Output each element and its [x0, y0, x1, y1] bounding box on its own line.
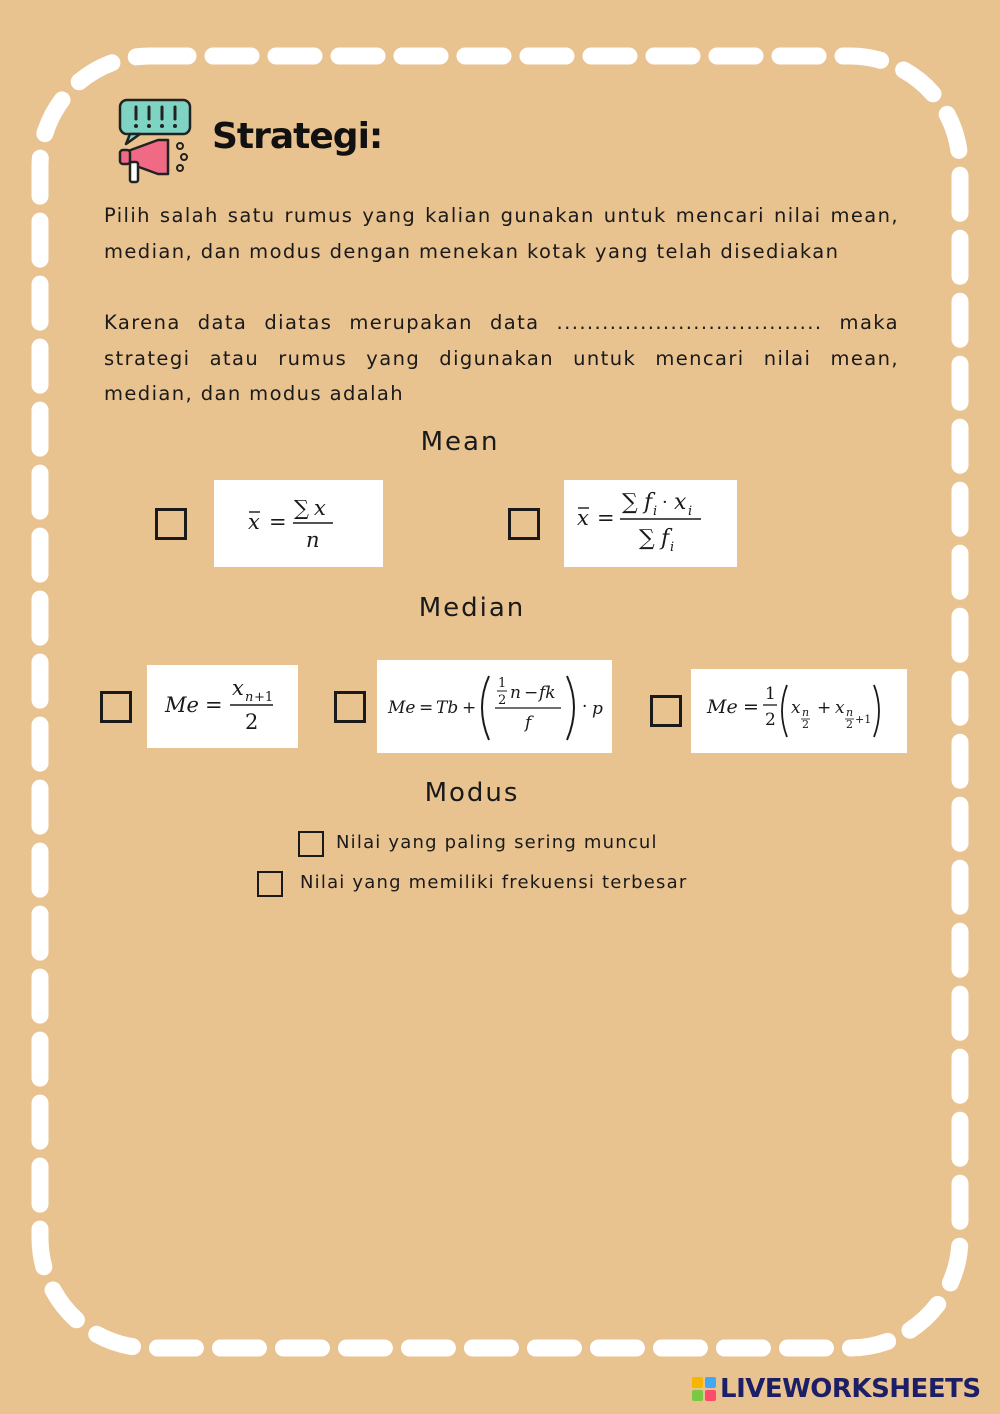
mean-option-2-checkbox[interactable]: [508, 508, 540, 540]
svg-text:Me: Me: [388, 698, 416, 718]
instruction-paragraph: Pilih salah satu rumus yang kalian gunakan untuk mencari nilai mean, median, dan modus dengan menekan kotak yang telah disediakan: [104, 204, 899, 263]
svg-text:Tb: Tb: [436, 698, 459, 718]
svg-text:−: −: [524, 683, 539, 703]
median-option-2-checkbox[interactable]: [334, 691, 366, 723]
svg-text:n: n: [306, 528, 320, 552]
svg-text:=: =: [743, 696, 759, 718]
mean-formula-weighted: [564, 480, 737, 567]
svg-text:n: n: [510, 683, 521, 703]
svg-text:=: =: [597, 506, 615, 530]
svg-text:+: +: [462, 698, 477, 718]
svg-text:+1: +1: [254, 690, 274, 705]
svg-text:∑: ∑: [622, 490, 638, 515]
median-formula-single: [147, 665, 298, 748]
svg-text:2: 2: [498, 693, 507, 708]
svg-text:x: x: [791, 698, 801, 718]
mean-heading: Mean: [420, 427, 500, 457]
svg-text:f: f: [644, 490, 653, 515]
svg-text:=: =: [419, 698, 434, 718]
svg-text:fk: fk: [539, 683, 556, 703]
svg-text:n: n: [245, 690, 254, 705]
svg-text:f: f: [525, 713, 532, 733]
svg-text:x: x: [314, 496, 326, 520]
brand-text: LIVEWORKSHEETS: [720, 1374, 981, 1404]
median-option-3-checkbox[interactable]: [650, 695, 682, 727]
svg-text:2: 2: [802, 718, 809, 731]
page-title: Strategi:: [212, 116, 383, 157]
median-formula-even: [691, 669, 907, 753]
median-formula-grouped: [377, 660, 612, 753]
svg-text:i: i: [670, 540, 675, 555]
mean-option-1-checkbox[interactable]: [155, 508, 187, 540]
modus-option-2-label: Nilai yang memiliki frekuensi terbesar: [300, 872, 688, 893]
median-option-1-checkbox[interactable]: [100, 691, 132, 723]
svg-text:f: f: [661, 526, 670, 551]
megaphone-icon: [114, 96, 194, 188]
svg-text:x: x: [674, 490, 687, 515]
strategy-paragraph: Karena data diatas merupakan data ................................... maka strategi atau rumus yang digunakan untuk mencari nilai mean, median, dan modus adalah: [104, 311, 899, 405]
svg-text:x: x: [577, 506, 589, 530]
liveworksheets-icon: [692, 1377, 716, 1401]
svg-text:·: ·: [662, 492, 668, 513]
svg-text:2: 2: [765, 710, 776, 730]
median-heading: Median: [418, 593, 526, 623]
svg-text:n: n: [846, 706, 854, 719]
svg-text:i: i: [688, 504, 693, 519]
svg-text:=: =: [205, 693, 223, 717]
svg-text:·: ·: [582, 697, 588, 717]
modus-option-1-checkbox[interactable]: [298, 831, 324, 857]
svg-text:2: 2: [245, 710, 259, 734]
svg-text:=: =: [269, 510, 287, 534]
svg-text:i: i: [653, 504, 658, 519]
svg-text:∑: ∑: [294, 496, 309, 520]
modus-heading: Modus: [424, 778, 520, 808]
svg-text:x: x: [232, 676, 244, 700]
modus-option-1-label: Nilai yang paling sering muncul: [336, 832, 658, 853]
modus-option-2-checkbox[interactable]: [257, 871, 283, 897]
svg-text:x: x: [248, 510, 260, 534]
svg-text:2: 2: [846, 718, 853, 731]
svg-text:n: n: [802, 706, 810, 719]
svg-text:∑: ∑: [639, 526, 655, 551]
liveworksheets-logo: [692, 1374, 981, 1404]
svg-text:1: 1: [498, 676, 507, 691]
svg-text:p: p: [592, 699, 603, 719]
svg-text:+1: +1: [855, 713, 872, 726]
svg-text:Me: Me: [165, 693, 199, 717]
svg-text:x: x: [835, 698, 845, 718]
svg-text:1: 1: [765, 684, 776, 704]
svg-text:Me: Me: [707, 696, 738, 718]
mean-formula-single: [214, 480, 383, 567]
svg-text:+: +: [817, 698, 832, 718]
